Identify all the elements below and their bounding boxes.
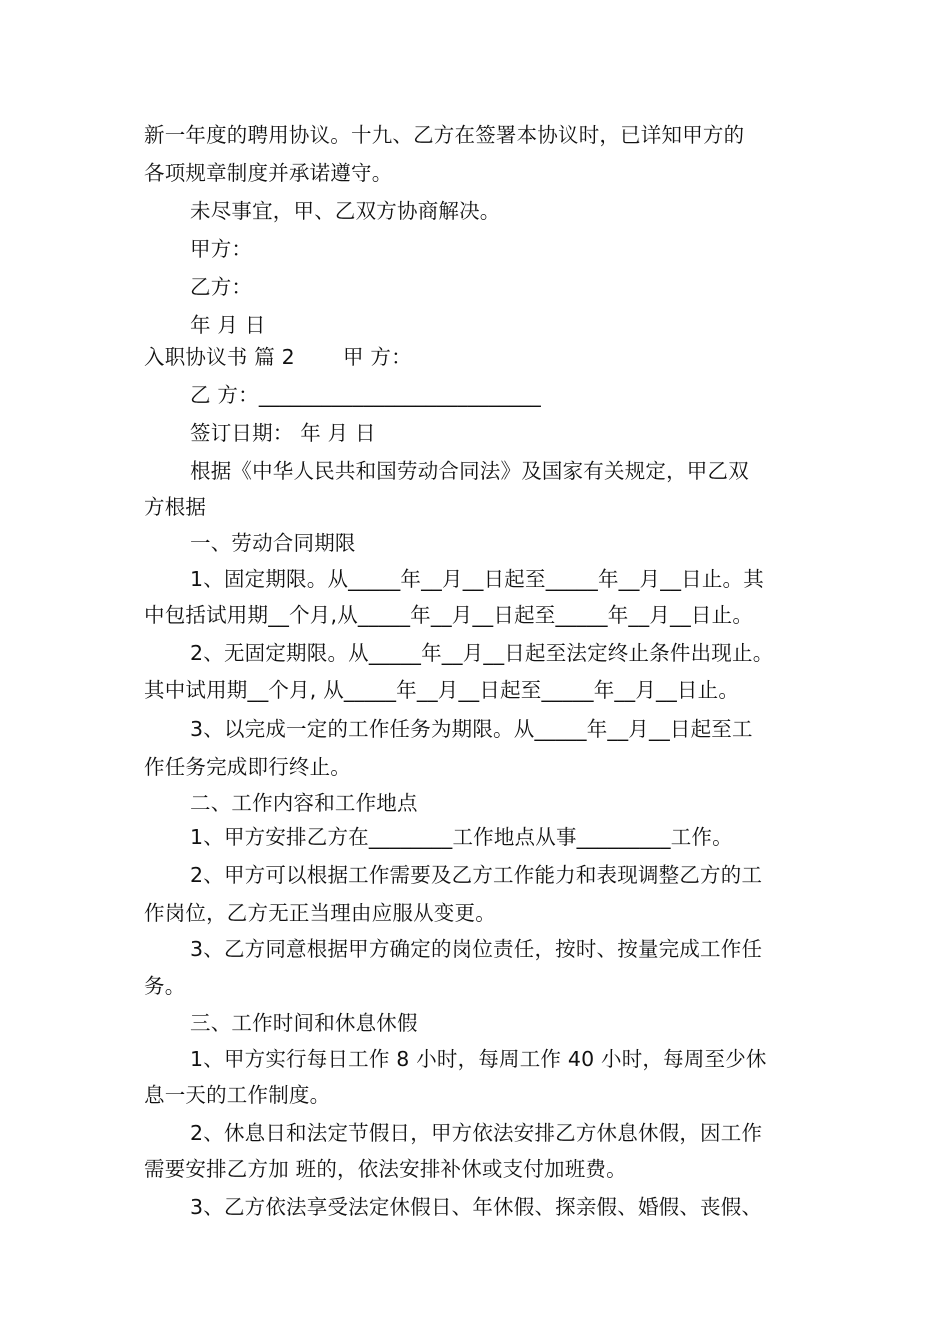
paragraph-line: 3、乙方依法享受法定休假日、年休假、探亲假、婚假、丧假、 — [190, 1195, 763, 1219]
clause-heading: 二、工作内容和工作地点 — [190, 791, 418, 815]
signature-party-b: 乙方： — [190, 275, 253, 299]
clause-heading: 三、工作时间和休息休假 — [190, 1011, 418, 1035]
paragraph-line: 作岗位，乙方无正当理由应服从变更。 — [144, 901, 496, 925]
paragraph-line: 1、固定期限。从_____年__月__日起至_____年__月__日止。其 — [190, 567, 764, 591]
paragraph-line: 作任务完成即行终止。 — [144, 755, 351, 779]
paragraph-line: 1、甲方实行每日工作 8 小时，每周工作 40 小时，每周至少休 — [190, 1047, 767, 1071]
paragraph-line: 中包括试用期__个月,从_____年__月__日起至_____年__月__日止。 — [144, 603, 754, 627]
signature-party-a: 甲方： — [190, 237, 253, 261]
paragraph-line: 未尽事宜，甲、乙双方协商解决。 — [190, 199, 501, 223]
paragraph-line: 务。 — [144, 974, 186, 998]
paragraph-line: 2、无固定期限。从_____年__月__日起至法定终止条件出现止。 — [190, 641, 774, 665]
paragraph-line: 2、甲方可以根据工作需要及乙方工作能力和表现调整乙方的工 — [190, 863, 763, 887]
paragraph-line: 方根据 — [144, 495, 207, 519]
paragraph-line: 3、乙方同意根据甲方确定的岗位责任，按时、按量完成工作任 — [190, 937, 763, 961]
party-b-field: 乙 方：___________________________ — [190, 383, 541, 407]
paragraph-line: 需要安排乙方加 班的，依法安排补休或支付加班费。 — [144, 1157, 627, 1181]
signature-date: 年 月 日 — [190, 313, 266, 337]
paragraph-line: 根据《中华人民共和国劳动合同法》及国家有关规定，甲乙双 — [190, 459, 749, 483]
paragraph-line: 各项规章制度并承诺遵守。 — [144, 161, 393, 185]
section-heading: 入职协议书 篇 2 甲 方： — [144, 345, 412, 369]
clause-heading: 一、劳动合同期限 — [190, 531, 356, 555]
paragraph-line: 1、甲方安排乙方在________工作地点从事_________工作。 — [190, 825, 733, 849]
paragraph-line: 2、休息日和法定节假日，甲方依法安排乙方休息休假，因工作 — [190, 1121, 763, 1145]
paragraph-line: 其中试用期__个月, 从_____年__月__日起至_____年__月__日止。 — [144, 678, 740, 702]
sign-date-field: 签订日期： 年 月 日 — [190, 421, 376, 445]
paragraph-line: 3、以完成一定的工作任务为期限。从_____年__月__日起至工 — [190, 717, 753, 741]
paragraph-line: 息一天的工作制度。 — [144, 1083, 331, 1107]
paragraph-line: 新一年度的聘用协议。十九、乙方在签署本协议时，已详知甲方的 — [144, 123, 745, 147]
